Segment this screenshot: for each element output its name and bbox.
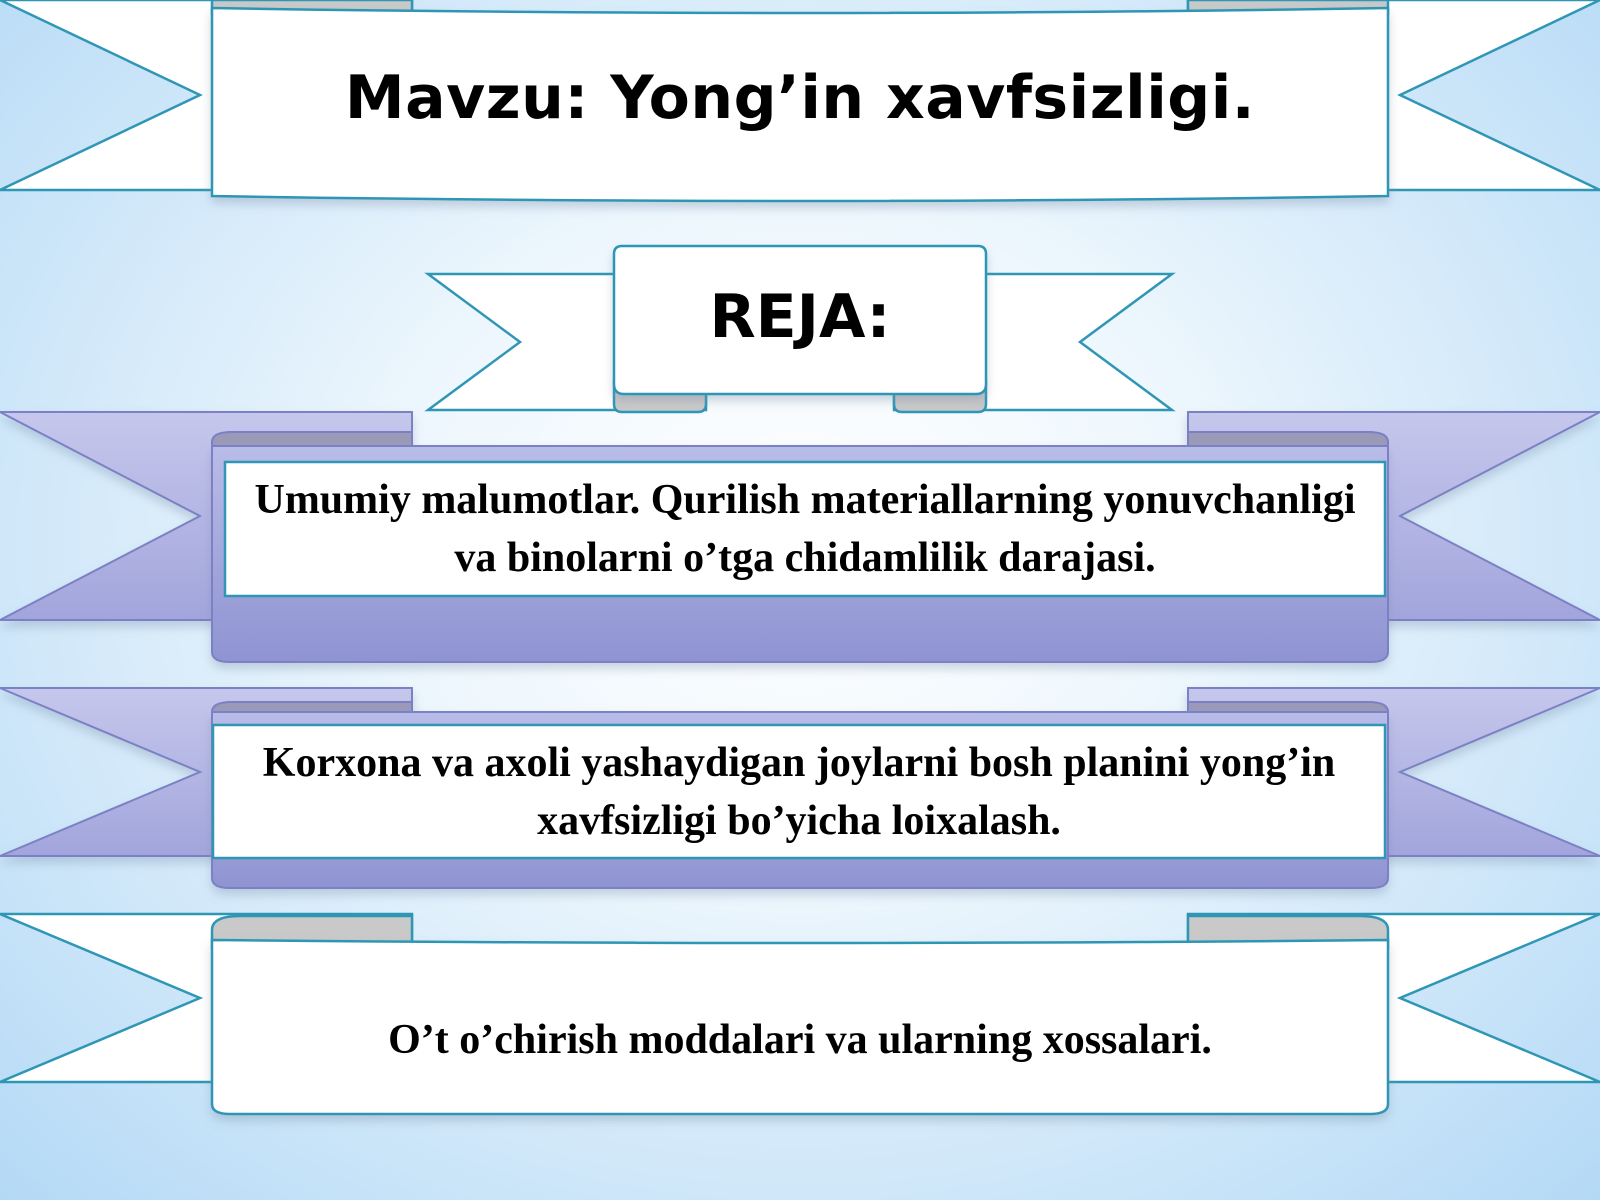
slide-title: Mavzu: Yong’in xavfsizligi. bbox=[344, 63, 1256, 133]
plan-heading: REJA: bbox=[709, 282, 891, 352]
plan-item-3: O’t o’chirish moddalari va ularning xossalari. bbox=[388, 1017, 1212, 1063]
plan-item-1: Umumiy malumotlar. Qurilish materiallarning yonuvchanligi va binolarni o’tga chidamlilik darajasi. bbox=[254, 477, 1356, 581]
plan-item-2: Korxona va axoli yashaydigan joylarni bosh planini yong’in xavfsizligi bo’yicha loixalash. bbox=[262, 739, 1336, 844]
